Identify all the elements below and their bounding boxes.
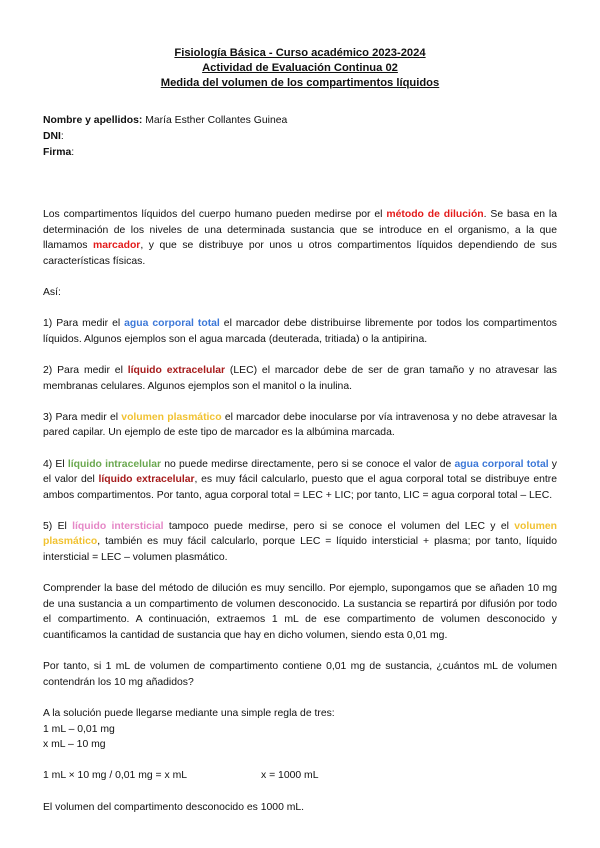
item-2: [43, 363, 557, 394]
name-value: María Esther Collantes Guinea: [142, 115, 288, 126]
firma-line: [43, 145, 557, 161]
item-4: [43, 457, 557, 504]
term-volumen-plasmatico-2: volumen plasmático: [43, 520, 557, 548]
dni-colon: :: [60, 131, 64, 142]
name-label: Nombre y apellidos:: [43, 115, 143, 126]
term-liquido-extracelular: líquido extracelular: [127, 364, 226, 376]
intro-text-1: Los compartimentos líquidos del cuerpo humano pueden medirse por el: [43, 209, 387, 220]
equation-result: x = 1000 mL: [261, 770, 319, 782]
question-paragraph: Por tanto, si 1 mL de volumen de compartimento contiene 0,01 mg de sustancia, ¿cuántos mL de volumen contendrán los 10 mg añadidos?: [43, 661, 557, 688]
item-4-text-3: y el valor del: [43, 458, 557, 486]
term-marcador: marcador: [92, 240, 141, 252]
topic-title: Medida del volumen de los compartimentos líquidos: [160, 77, 440, 89]
term-metodo-dilucion: método de dilución: [386, 209, 484, 220]
dni-label: DNI: [43, 131, 61, 142]
intro-paragraph: [43, 207, 557, 269]
example-paragraph: Comprender la base del método de dilución es muy sencillo. Por ejemplo, supongamos que se añaden 10 mg de una sustancia a un compartimento de volumen desconocido. La sustancia se repartirá por difusión por todo el compartimento. A continuación, extraemos 1 mL de ese compartimento de volumen desconocido y cuantificamos la cantidad de sustancia que hay en dicho volumen, siendo esta 0,01 mg.: [43, 583, 557, 642]
rule-of-three-intro: A la solución puede llegarse mediante una simple regla de tres:: [43, 708, 335, 719]
item-2-text-2: (LEC) el marcador debe de ser de gran tamaño y no atravesar las membranas celulares. Algunos ejemplos son el manitol o la inulina.: [43, 364, 557, 392]
term-liquido-extracelular-2: líquido extracelular: [98, 474, 195, 486]
item-1-text-1: 1) Para medir el: [43, 318, 125, 330]
item-3: [43, 410, 557, 441]
term-agua-corporal-total: agua corporal total: [124, 318, 220, 330]
item-5: [43, 519, 557, 566]
equation-left: 1 mL × 10 mg / 0,01 mg = x mL: [43, 770, 187, 782]
dni-line: [43, 129, 557, 145]
rule-line-2: x mL – 10 mg: [43, 739, 106, 751]
item-1: [43, 316, 557, 347]
term-liquido-intersticial: líquido intersticial: [72, 520, 164, 532]
term-liquido-intracelular: líquido intracelular: [67, 458, 162, 470]
item-3-text-1: 3) Para medir el: [43, 411, 122, 423]
rule-line-1: 1 mL – 0,01 mg: [43, 723, 115, 735]
intro-text-3: , y que se distribuye por unos u otros compartimentos líquidos dependiendo de sus características físicas.: [43, 240, 557, 267]
intro-text-2: . Se basa en la determinación de los niveles de una determinada sustancia que se introduce en el organismo, a la que llamamos: [43, 209, 557, 252]
document-header: [43, 46, 557, 91]
item-4-text-2: no puede medirse directamente, pero si se conoce el valor de: [161, 458, 455, 470]
item-3-text-2: el marcador debe inocularse por vía intravenosa y no debe atravesar la pared capilar. Un ejemplo de este tipo de marcador es la albúmina marcada.: [43, 411, 557, 439]
asi-line: Así:: [43, 286, 61, 298]
name-line: [43, 113, 557, 129]
item-4-text-1: 4) El: [43, 458, 68, 470]
item-2-text-1: 2) Para medir el: [43, 364, 128, 376]
item-4-text-4: , es muy fácil calcularlo, puesto que el agua corporal total se distribuye entre ambos compartimentos. Por tanto, agua corporal total = LEC + LIC; por tanto, LIC = agua corporal total – LEC.: [43, 474, 557, 501]
activity-title: Actividad de Evaluación Continua 02: [202, 62, 398, 74]
item-5-text-1: 5) El: [43, 520, 73, 532]
firma-colon: :: [71, 147, 75, 158]
item-5-text-3: , también es muy fácil calcularlo, porque LEC = líquido intersticial + plasma; por tanto, líquido intersticial = LEC – volumen plasmático.: [43, 536, 557, 564]
term-agua-corporal-total-2: agua corporal total: [454, 458, 549, 470]
term-volumen-plasmatico: volumen plasmático: [121, 411, 222, 423]
student-identity: [43, 113, 557, 161]
document-page: [43, 46, 557, 815]
course-title: Fisiología Básica - Curso académico 2023-2024: [174, 47, 426, 59]
item-5-text-2: tampoco puede medirse, pero si se conoce el volumen del LEC y el: [163, 520, 515, 532]
equation-row: [43, 768, 557, 784]
conclusion: El volumen del compartimento desconocido es 1000 mL.: [43, 801, 305, 813]
item-1-text-2: el marcador debe distribuirse libremente por todos los compartimentos líquidos. Algunos ejemplos son el agua marcada (deuterada, tritiada) o la antipirina.: [43, 318, 557, 345]
firma-label: Firma: [43, 147, 72, 158]
